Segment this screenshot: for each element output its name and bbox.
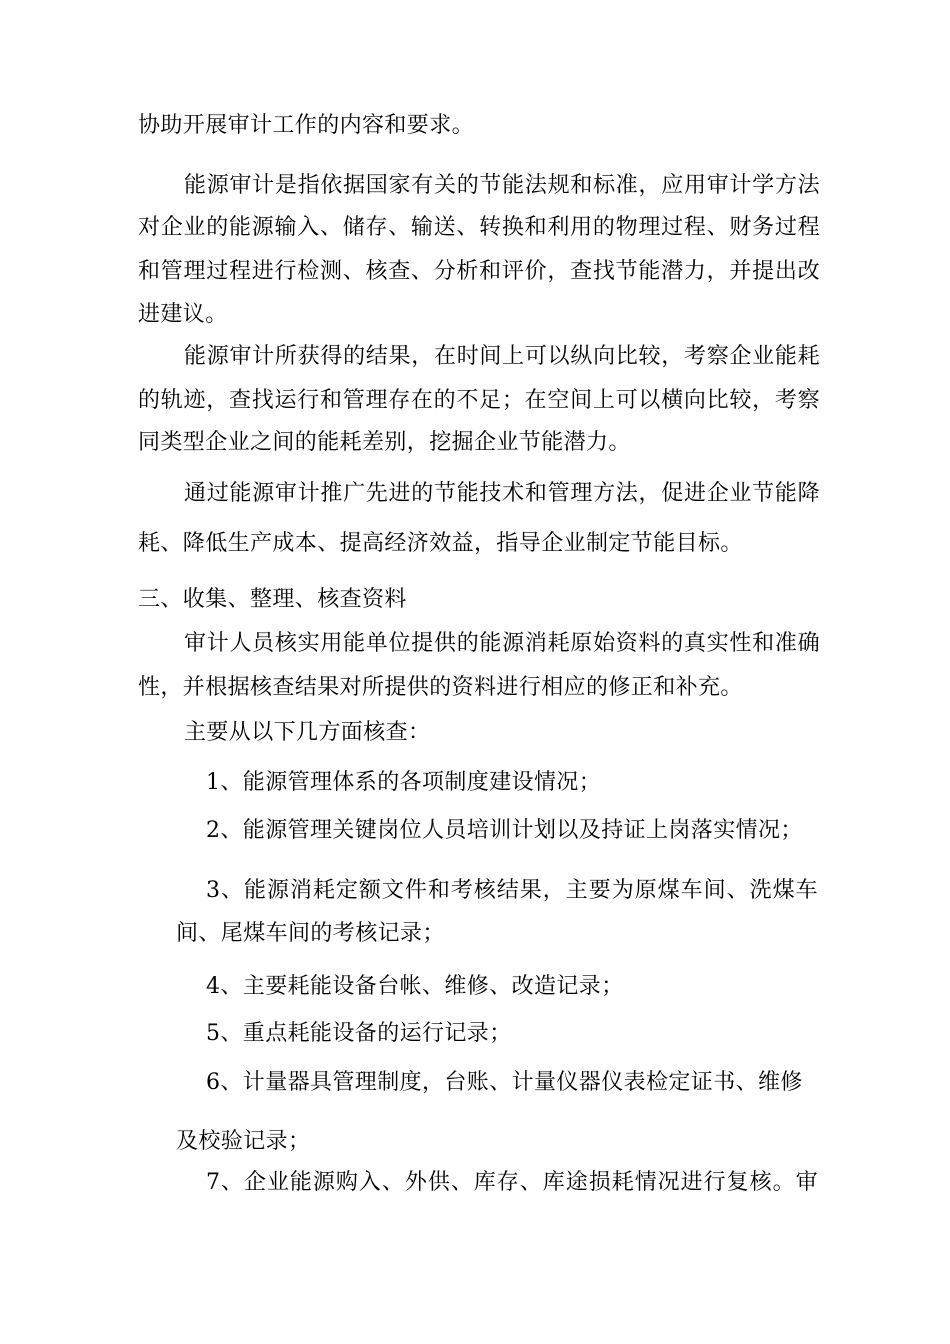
list-item-continuation: 间、尾煤车间的考核记录； [176, 921, 445, 946]
paragraph-line: 能源审计是指依据国家有关的节能法规和标准，应用审计学方法 [184, 173, 820, 198]
text-line: 的轨迹，查找运行和管理存在的不足；在空间上可以横向比较，考察 [138, 388, 820, 413]
list-item: 1、能源管理体系的各项制度建设情况； [206, 770, 602, 795]
list-item: 7、企业能源购入、外供、库存、库途损耗情况进行复核。审 [206, 1170, 818, 1195]
list-item: 4、主要耗能设备台帐、维修、改造记录； [206, 974, 624, 999]
list-item: 3、能源消耗定额文件和考核结果，主要为原煤车间、洗煤车 [206, 878, 818, 903]
section-heading: 三、收集、整理、核查资料 [138, 587, 407, 612]
text-line: 性，并根据核查结果对所提供的资料进行相应的修正和补充。 [138, 675, 743, 700]
text-line: 进建议。 [138, 302, 228, 327]
list-item-continuation: 及校验记录； [176, 1129, 311, 1154]
list-item: 5、重点耗能设备的运行记录； [206, 1021, 512, 1046]
paragraph-line: 主要从以下几方面核查： [184, 720, 431, 745]
text-line: 同类型企业之间的能耗差别，挖掘企业节能潜力。 [138, 430, 631, 455]
paragraph-line: 能源审计所获得的结果，在时间上可以纵向比较，考察企业能耗 [184, 344, 820, 369]
paragraph-line: 审计人员核实用能单位提供的能源消耗原始资料的真实性和准确 [184, 631, 820, 656]
list-item: 6、计量器具管理制度，台账、计量仪器仪表检定证书、维修 [206, 1070, 803, 1095]
text-line: 对企业的能源输入、储存、输送、转换和利用的物理过程、财务过程 [138, 215, 820, 240]
text-line: 耗、降低生产成本、提高经济效益，指导企业制定节能目标。 [138, 531, 743, 556]
paragraph-line: 通过能源审计推广先进的节能技术和管理方法，促进企业节能降 [184, 481, 820, 506]
text-line: 和管理过程进行检测、核查、分析和评价，查找节能潜力，并提出改 [138, 259, 820, 284]
text-line: 协助开展审计工作的内容和要求。 [138, 113, 475, 138]
list-item: 2、能源管理关键岗位人员培训计划以及持证上岗落实情况； [206, 818, 803, 843]
